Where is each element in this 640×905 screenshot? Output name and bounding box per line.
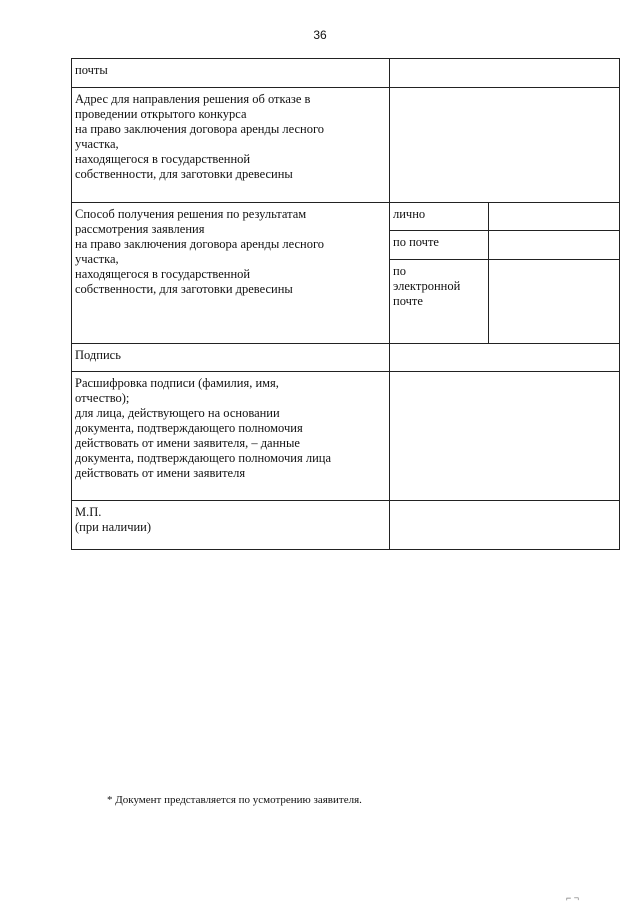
option-by-email: по электронной почте — [390, 260, 489, 344]
label-refusal-address: Адрес для направления решения об отказе в проведении открытого конкурса на право заключения договора аренды лесного участка, находящегося в государственной собственности, для заготовки древесины — [72, 88, 390, 203]
option-in-person: лично — [390, 203, 489, 231]
label-seal: М.П. (при наличии) — [72, 501, 390, 550]
table-row — [72, 372, 620, 501]
application-form-table — [71, 58, 620, 550]
label-pochty: почты — [72, 59, 390, 88]
table-row — [72, 203, 620, 231]
option-by-email-mark[interactable] — [489, 260, 620, 344]
footnote: * Документ представляется по усмотрению заявителя. — [107, 794, 362, 806]
value-signature-decoding[interactable] — [390, 372, 620, 501]
value-pochty[interactable] — [390, 59, 620, 88]
option-by-mail: по почте — [390, 231, 489, 260]
option-by-mail-mark[interactable] — [489, 231, 620, 260]
label-receipt-method: Способ получения решения по результатам рассмотрения заявления на право заключения договора аренды лесного участка, находящегося в государственной собственности, для заготовки древесины — [72, 203, 390, 344]
value-signature[interactable] — [390, 344, 620, 372]
label-signature-decoding: Расшифровка подписи (фамилия, имя, отчество); для лица, действующего на основании документа, подтверждающего полномочия действовать от имени заявителя, – данные документа, подтверждающего полномочия лица действовать от имени заявителя — [72, 372, 390, 501]
value-refusal-address[interactable] — [390, 88, 620, 203]
page-number: 36 — [313, 28, 327, 42]
table-row — [72, 501, 620, 550]
table-row — [72, 59, 620, 88]
table-row — [72, 344, 620, 372]
table-row — [72, 88, 620, 203]
option-in-person-mark[interactable] — [489, 203, 620, 231]
label-signature: Подпись — [72, 344, 390, 372]
value-seal[interactable] — [390, 501, 620, 550]
corner-marks: ⌐ ¬ — [566, 893, 580, 903]
